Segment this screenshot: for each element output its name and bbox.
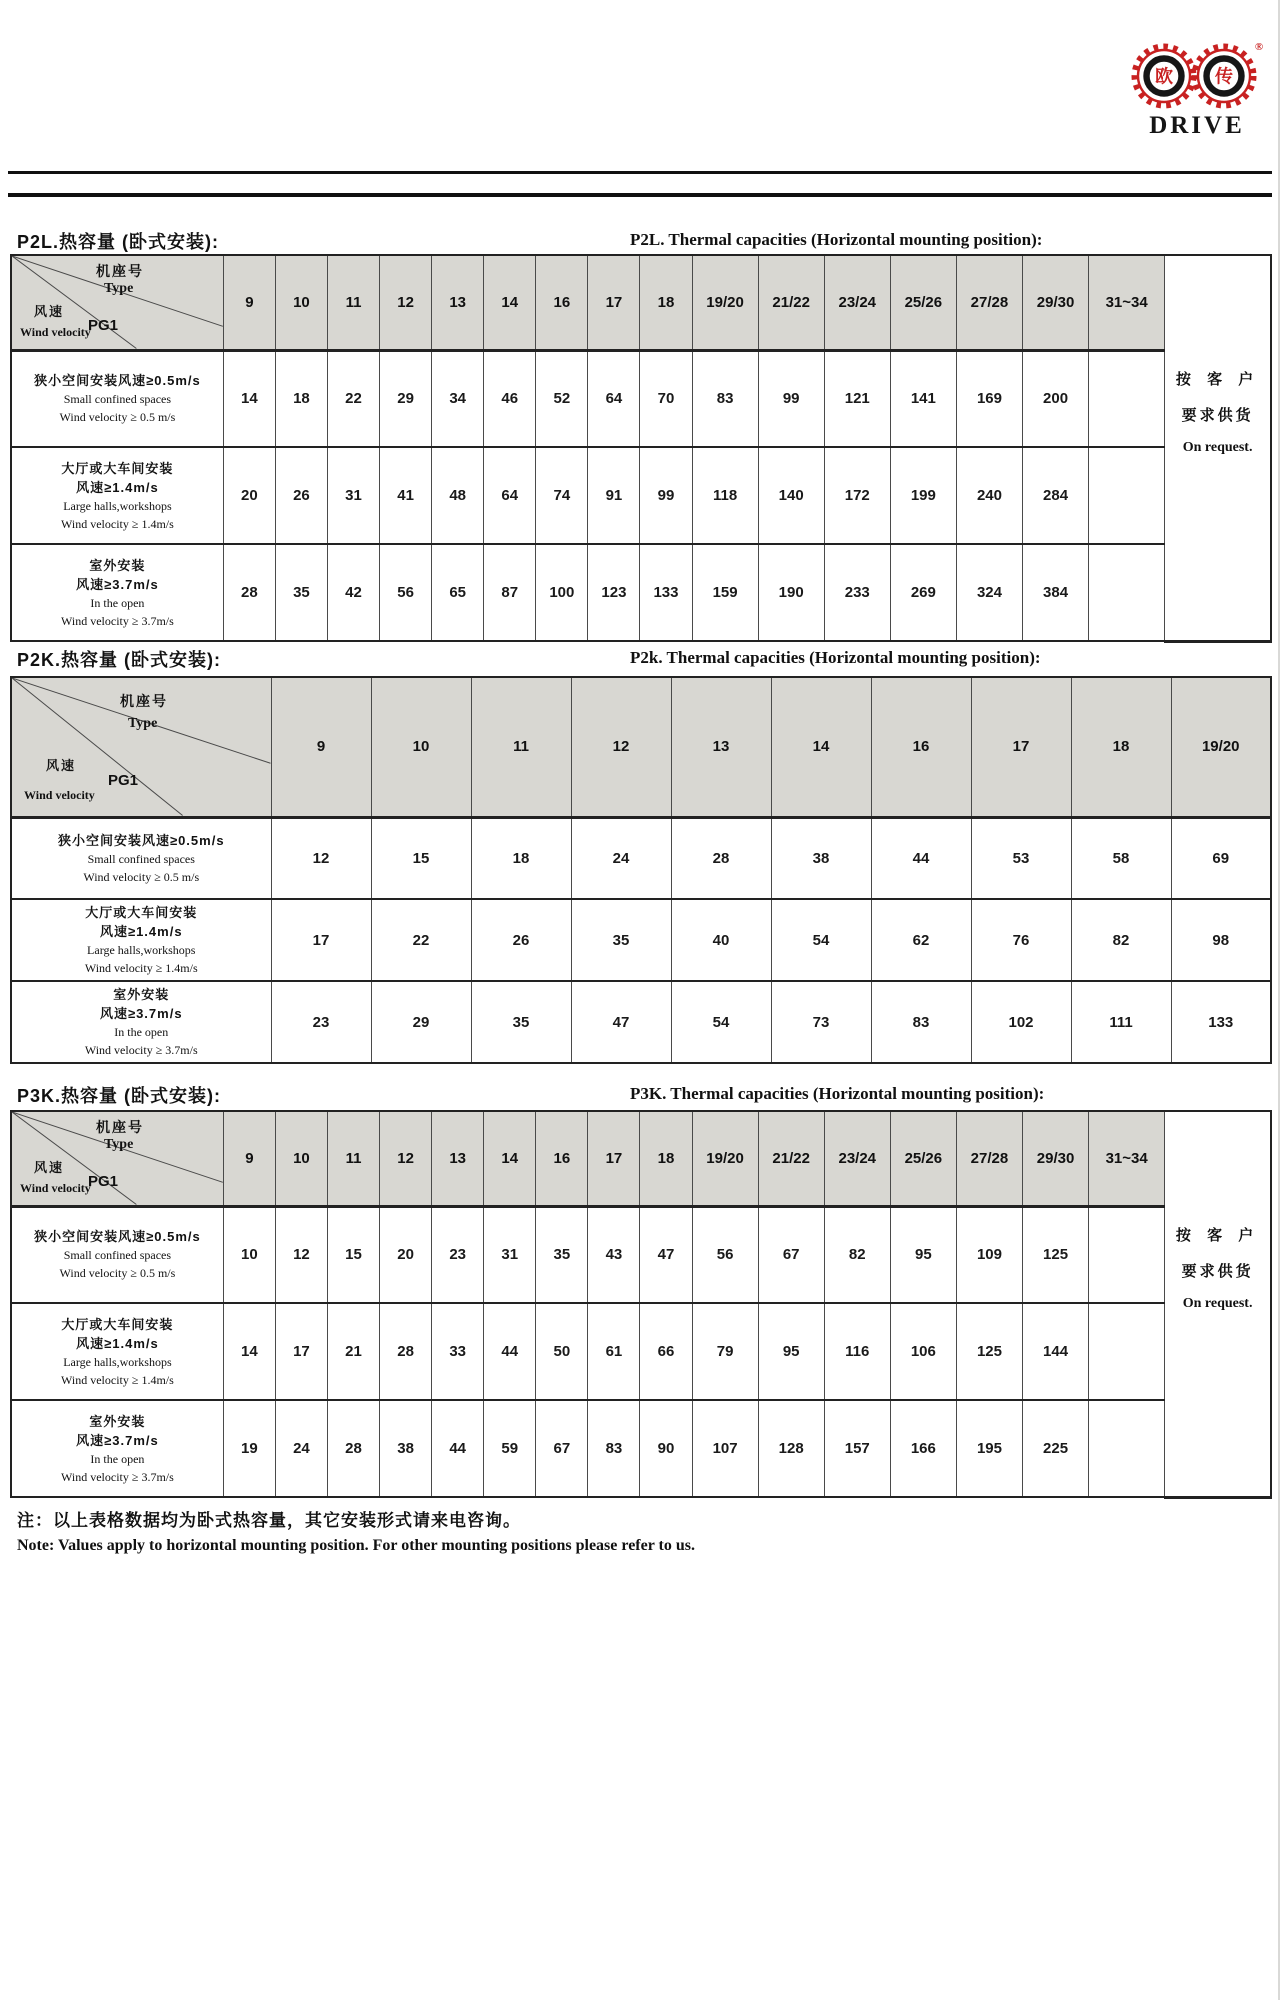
value-cell: 12 (271, 817, 371, 899)
value-cell: 128 (758, 1400, 824, 1497)
column-header: 10 (275, 255, 327, 350)
value-cell: 269 (890, 544, 956, 641)
value-cell: 48 (432, 447, 484, 544)
value-cell: 66 (640, 1303, 692, 1400)
row-label-en: Wind velocity ≥ 1.4m/s (61, 1372, 174, 1387)
value-cell: 95 (758, 1303, 824, 1400)
column-header: 14 (771, 677, 871, 817)
value-cell: 41 (380, 447, 432, 544)
value-cell: 24 (571, 817, 671, 899)
column-header: 18 (640, 1111, 692, 1206)
value-cell: 64 (484, 447, 536, 544)
column-header: 19/20 (692, 1111, 758, 1206)
column-header: 16 (536, 1111, 588, 1206)
value-cell: 67 (536, 1400, 588, 1497)
column-header: 27/28 (956, 255, 1022, 350)
value-cell: 58 (1071, 817, 1171, 899)
empty-cell (1089, 1303, 1165, 1400)
value-cell: 200 (1023, 350, 1089, 447)
section-title-en: P2L. Thermal capacities (Horizontal mounting position): (630, 230, 1043, 249)
row-label-en: In the open (90, 1451, 145, 1466)
top-rule-thick (8, 193, 1272, 197)
corner-type-zh: 机座号 (96, 263, 144, 279)
column-header: 31~34 (1089, 1111, 1165, 1206)
row-label-zh: 大厅或大车间安装 (61, 1316, 174, 1332)
empty-cell (1089, 1206, 1165, 1303)
value-cell: 26 (471, 899, 571, 981)
value-cell: 10 (223, 1206, 275, 1303)
corner-wind-zh: 风速 (34, 304, 65, 319)
row-label-en: Wind velocity ≥ 3.7m/s (61, 613, 174, 628)
value-cell: 35 (275, 544, 327, 641)
row-label-en: Small confined spaces (87, 851, 195, 866)
column-header: 29/30 (1023, 255, 1089, 350)
row-label (11, 1303, 223, 1400)
row-label-en: Wind velocity ≥ 1.4m/s (84, 961, 198, 975)
corner-type-en: Type (104, 1137, 134, 1152)
column-header: 14 (484, 1111, 536, 1206)
value-cell: 14 (223, 350, 275, 447)
row-label-en: Small confined spaces (63, 1248, 172, 1263)
value-cell: 90 (640, 1400, 692, 1497)
column-header: 16 (871, 677, 971, 817)
value-cell: 17 (271, 899, 371, 981)
column-header: 9 (223, 255, 275, 350)
row-label-zh: 风速≥1.4m/s (76, 479, 159, 495)
value-cell: 69 (1171, 817, 1271, 899)
value-cell: 28 (671, 817, 771, 899)
column-header: 9 (271, 677, 371, 817)
value-cell: 87 (484, 544, 536, 641)
row-label-zh: 风速≥3.7m/s (76, 576, 159, 592)
value-cell: 28 (380, 1303, 432, 1400)
empty-cell (1089, 544, 1165, 641)
empty-cell (1089, 350, 1165, 447)
row-label-zh: 风速≥3.7m/s (76, 1432, 159, 1448)
value-cell: 121 (824, 350, 890, 447)
column-header: 18 (1071, 677, 1171, 817)
row-label-en: Small confined spaces (63, 392, 172, 407)
row-label-en: Large halls,workshops (63, 498, 172, 513)
value-cell: 99 (640, 447, 692, 544)
value-cell: 118 (692, 447, 758, 544)
row-label-en: Large halls,workshops (63, 1354, 172, 1369)
value-cell: 73 (771, 981, 871, 1063)
table-row (11, 1303, 1271, 1400)
value-cell: 99 (758, 350, 824, 447)
row-label (11, 899, 271, 981)
table-row (11, 1206, 1271, 1303)
column-header: 17 (588, 255, 640, 350)
gear-left-icon (1135, 47, 1193, 105)
value-cell: 157 (824, 1400, 890, 1497)
row-label (11, 350, 223, 447)
column-header: 25/26 (890, 255, 956, 350)
value-cell: 67 (758, 1206, 824, 1303)
value-cell: 22 (327, 350, 379, 447)
value-cell: 169 (956, 350, 1022, 447)
value-cell: 82 (824, 1206, 890, 1303)
value-cell: 82 (1071, 899, 1171, 981)
value-cell: 65 (432, 544, 484, 641)
column-header: 21/22 (758, 1111, 824, 1206)
value-cell: 95 (890, 1206, 956, 1303)
table-row (11, 1400, 1271, 1497)
value-cell: 38 (380, 1400, 432, 1497)
on-request-en: On request. (1182, 1296, 1253, 1311)
column-header: 10 (275, 1111, 327, 1206)
value-cell: 79 (692, 1303, 758, 1400)
corner-pg1: PG1 (88, 1173, 119, 1190)
row-label-zh: 风速≥1.4m/s (76, 1335, 159, 1351)
value-cell: 17 (275, 1303, 327, 1400)
column-header: 12 (380, 255, 432, 350)
row-label-en: Wind velocity ≥ 0.5 m/s (83, 869, 200, 884)
row-label-zh: 室外安装 (113, 987, 170, 1002)
value-cell: 116 (824, 1303, 890, 1400)
row-label-en: Wind velocity ≥ 0.5 m/s (59, 410, 176, 425)
value-cell: 144 (1023, 1303, 1089, 1400)
value-cell: 22 (371, 899, 471, 981)
column-header: 27/28 (956, 1111, 1022, 1206)
value-cell: 233 (824, 544, 890, 641)
table-row (11, 899, 1271, 981)
on-request-zh2: 要求供货 (1181, 1263, 1254, 1280)
row-label-zh: 室外安装 (89, 1413, 146, 1429)
column-header: 23/24 (824, 1111, 890, 1206)
column-header: 17 (971, 677, 1071, 817)
value-cell: 12 (275, 1206, 327, 1303)
column-header: 13 (432, 255, 484, 350)
value-cell: 42 (327, 544, 379, 641)
row-label-zh: 室外安装 (89, 557, 146, 573)
value-cell: 133 (1171, 981, 1271, 1063)
value-cell: 141 (890, 350, 956, 447)
value-cell: 15 (371, 817, 471, 899)
value-cell: 29 (371, 981, 471, 1063)
corner-wind-en: Wind velocity (20, 325, 91, 339)
value-cell: 324 (956, 544, 1022, 641)
on-request-zh1: 按 客 户 (1175, 1227, 1260, 1244)
column-header: 9 (223, 1111, 275, 1206)
empty-cell (1089, 447, 1165, 544)
column-header: 18 (640, 255, 692, 350)
value-cell: 18 (471, 817, 571, 899)
value-cell: 38 (771, 817, 871, 899)
note-en: Note: Values apply to horizontal mounting position. For other mounting positions please refer to us. (17, 1537, 695, 1554)
value-cell: 31 (327, 447, 379, 544)
column-header: 19/20 (692, 255, 758, 350)
value-cell: 384 (1023, 544, 1089, 641)
row-label-en: In the open (114, 1025, 169, 1039)
row-label (11, 1206, 223, 1303)
value-cell: 56 (692, 1206, 758, 1303)
value-cell: 225 (1023, 1400, 1089, 1497)
value-cell: 56 (380, 544, 432, 641)
value-cell: 54 (771, 899, 871, 981)
row-label-en: Wind velocity ≥ 3.7m/s (61, 1469, 174, 1484)
value-cell: 74 (536, 447, 588, 544)
value-cell: 35 (471, 981, 571, 1063)
value-cell: 76 (971, 899, 1071, 981)
value-cell: 47 (571, 981, 671, 1063)
value-cell: 21 (327, 1303, 379, 1400)
row-label-zh: 风速≥3.7m/s (99, 1006, 183, 1021)
value-cell: 24 (275, 1400, 327, 1497)
row-label (11, 981, 271, 1063)
row-label (11, 817, 271, 899)
corner-header-cell (11, 677, 271, 817)
column-header: 23/24 (824, 255, 890, 350)
corner-type-zh: 机座号 (120, 693, 168, 709)
value-cell: 43 (588, 1206, 640, 1303)
on-request-cell (1165, 255, 1271, 641)
value-cell: 109 (956, 1206, 1022, 1303)
column-header: 19/20 (1171, 677, 1271, 817)
value-cell: 240 (956, 447, 1022, 544)
value-cell: 83 (871, 981, 971, 1063)
section-title-en: P2k. Thermal capacities (Horizontal mounting position): (630, 648, 1041, 667)
value-cell: 35 (536, 1206, 588, 1303)
row-label (11, 1400, 223, 1497)
value-cell: 98 (1171, 899, 1271, 981)
column-header: 13 (432, 1111, 484, 1206)
value-cell: 28 (223, 544, 275, 641)
brand-logo (1128, 38, 1278, 158)
table-row (11, 447, 1271, 544)
value-cell: 125 (956, 1303, 1022, 1400)
value-cell: 91 (588, 447, 640, 544)
value-cell: 54 (671, 981, 771, 1063)
section-title-zh: P3K.热容量 (卧式安装): (17, 1086, 221, 1106)
value-cell: 23 (271, 981, 371, 1063)
thermal-table-p3k (10, 1110, 1272, 1499)
column-header: 29/30 (1023, 1111, 1089, 1206)
on-request-zh2: 要求供货 (1181, 407, 1254, 424)
empty-cell (1089, 1400, 1165, 1497)
value-cell: 83 (692, 350, 758, 447)
value-cell: 140 (758, 447, 824, 544)
value-cell: 100 (536, 544, 588, 641)
row-label-en: Large halls,workshops (87, 943, 196, 957)
table-row (11, 981, 1271, 1063)
value-cell: 44 (871, 817, 971, 899)
value-cell: 61 (588, 1303, 640, 1400)
value-cell: 190 (758, 544, 824, 641)
column-header: 17 (588, 1111, 640, 1206)
value-cell: 102 (971, 981, 1071, 1063)
corner-wind-zh: 风速 (34, 1160, 65, 1175)
value-cell: 20 (380, 1206, 432, 1303)
value-cell: 26 (275, 447, 327, 544)
value-cell: 23 (432, 1206, 484, 1303)
value-cell: 33 (432, 1303, 484, 1400)
value-cell: 18 (275, 350, 327, 447)
column-header: 10 (371, 677, 471, 817)
value-cell: 44 (484, 1303, 536, 1400)
registered-mark: ® (1254, 41, 1264, 53)
row-label-en: Wind velocity ≥ 0.5 m/s (59, 1266, 176, 1281)
column-header: 16 (536, 255, 588, 350)
column-header: 21/22 (758, 255, 824, 350)
value-cell: 53 (971, 817, 1071, 899)
value-cell: 40 (671, 899, 771, 981)
value-cell: 83 (588, 1400, 640, 1497)
corner-type-en: Type (104, 281, 134, 296)
gear-right-icon (1195, 47, 1253, 105)
column-header: 13 (671, 677, 771, 817)
value-cell: 59 (484, 1400, 536, 1497)
row-label-en: In the open (90, 595, 145, 610)
svg-text:欧: 欧 (1155, 66, 1173, 87)
section-title-zh: P2L.热容量 (卧式安装): (17, 232, 219, 252)
value-cell: 133 (640, 544, 692, 641)
column-header: 11 (471, 677, 571, 817)
corner-wind-en: Wind velocity (24, 788, 95, 802)
corner-type-zh: 机座号 (96, 1119, 144, 1135)
on-request-cell (1165, 1111, 1271, 1497)
value-cell: 46 (484, 350, 536, 447)
value-cell: 19 (223, 1400, 275, 1497)
value-cell: 34 (432, 350, 484, 447)
column-header: 11 (327, 255, 379, 350)
table-row (11, 350, 1271, 447)
thermal-table-p2k (10, 676, 1272, 1064)
on-request-en: On request. (1182, 440, 1253, 455)
section-title-en: P3K. Thermal capacities (Horizontal mounting position): (630, 1084, 1045, 1103)
value-cell: 44 (432, 1400, 484, 1497)
svg-text:传: 传 (1215, 66, 1233, 87)
value-cell: 47 (640, 1206, 692, 1303)
value-cell: 195 (956, 1400, 1022, 1497)
column-header: 31~34 (1089, 255, 1165, 350)
value-cell: 106 (890, 1303, 956, 1400)
section-title-zh: P2K.热容量 (卧式安装): (17, 650, 221, 670)
value-cell: 28 (327, 1400, 379, 1497)
corner-wind-en: Wind velocity (20, 1181, 91, 1195)
top-rule-thin (8, 171, 1272, 174)
value-cell: 70 (640, 350, 692, 447)
value-cell: 64 (588, 350, 640, 447)
value-cell: 166 (890, 1400, 956, 1497)
gears-logo-icon (1128, 38, 1268, 112)
corner-type-en: Type (128, 716, 158, 731)
corner-header-cell (11, 255, 223, 350)
value-cell: 52 (536, 350, 588, 447)
row-label-zh: 狭小空间安装风速≥0.5m/s (34, 373, 201, 389)
on-request-zh1: 按 客 户 (1175, 371, 1260, 388)
row-label (11, 447, 223, 544)
corner-pg1: PG1 (108, 772, 139, 789)
brand-name: DRIVE (1149, 112, 1245, 139)
value-cell: 111 (1071, 981, 1171, 1063)
value-cell: 20 (223, 447, 275, 544)
row-label-en: Wind velocity ≥ 1.4m/s (61, 516, 174, 531)
value-cell: 50 (536, 1303, 588, 1400)
value-cell: 35 (571, 899, 671, 981)
row-label-zh: 狭小空间安装风速≥0.5m/s (57, 832, 225, 848)
value-cell: 15 (327, 1206, 379, 1303)
corner-pg1: PG1 (88, 317, 119, 334)
row-label-zh: 大厅或大车间安装 (85, 905, 198, 920)
value-cell: 62 (871, 899, 971, 981)
row-label-en: Wind velocity ≥ 3.7m/s (84, 1043, 198, 1057)
value-cell: 107 (692, 1400, 758, 1497)
value-cell: 14 (223, 1303, 275, 1400)
table-row (11, 817, 1271, 899)
column-header: 14 (484, 255, 536, 350)
column-header: 12 (380, 1111, 432, 1206)
table-row (11, 544, 1271, 641)
row-label-zh: 风速≥1.4m/s (99, 924, 183, 939)
value-cell: 123 (588, 544, 640, 641)
corner-wind-zh: 风速 (46, 758, 77, 773)
value-cell: 159 (692, 544, 758, 641)
value-cell: 172 (824, 447, 890, 544)
row-label-zh: 狭小空间安装风速≥0.5m/s (34, 1229, 201, 1245)
value-cell: 199 (890, 447, 956, 544)
corner-header-cell (11, 1111, 223, 1206)
value-cell: 29 (380, 350, 432, 447)
column-header: 12 (571, 677, 671, 817)
thermal-table-p2l (10, 254, 1272, 643)
value-cell: 31 (484, 1206, 536, 1303)
column-header: 11 (327, 1111, 379, 1206)
value-cell: 284 (1023, 447, 1089, 544)
column-header: 25/26 (890, 1111, 956, 1206)
row-label-zh: 大厅或大车间安装 (61, 460, 174, 476)
row-label (11, 544, 223, 641)
value-cell: 125 (1023, 1206, 1089, 1303)
note-zh: 注：以上表格数据均为卧式热容量，其它安装形式请来电咨询。 (17, 1511, 521, 1530)
